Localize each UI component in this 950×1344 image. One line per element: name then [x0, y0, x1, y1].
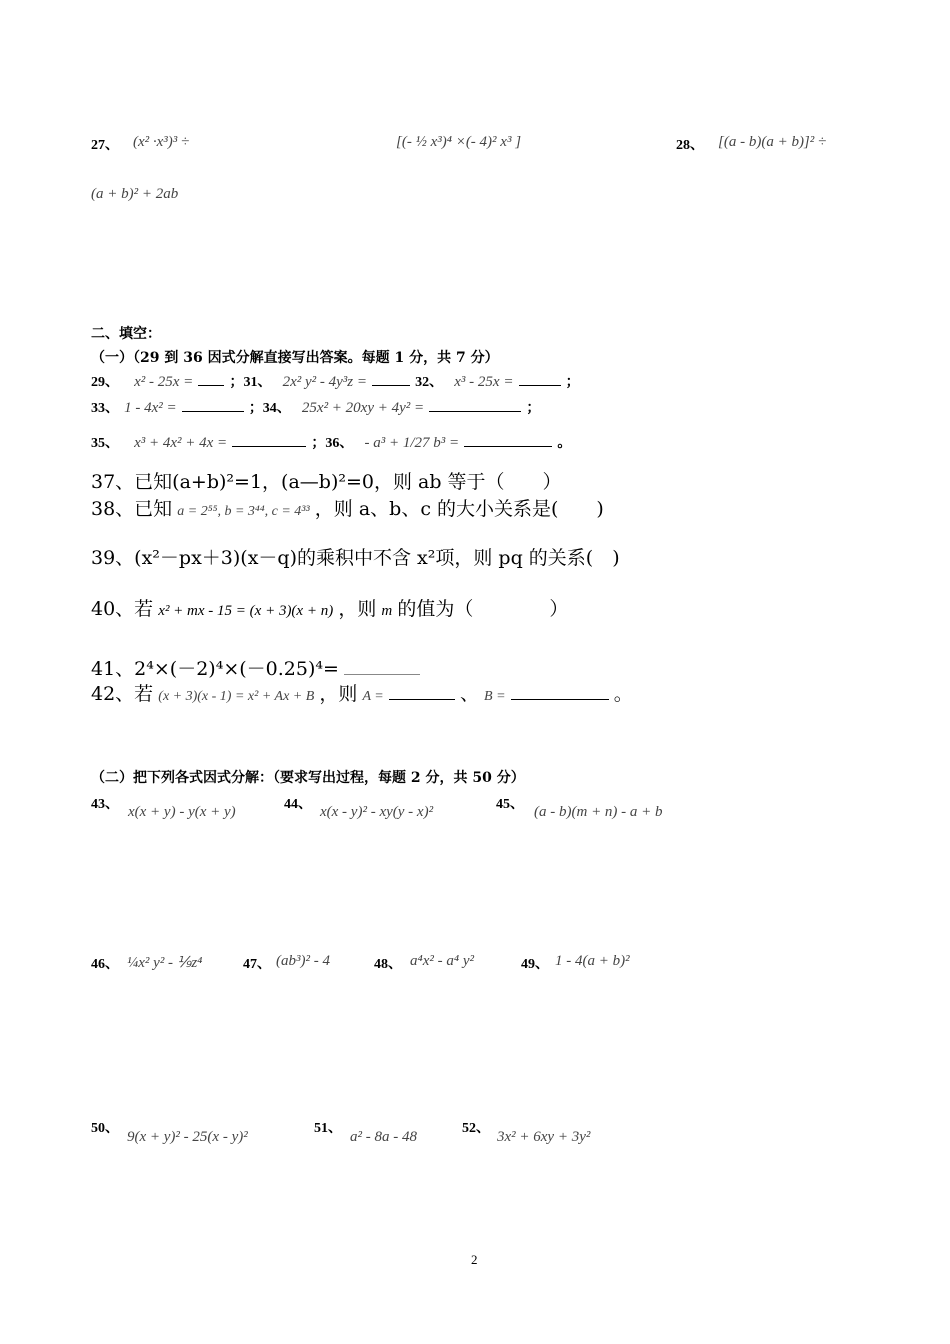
q34-expression: 25x² + 20xy + 4y² = [301, 400, 425, 416]
period: 。 [557, 436, 572, 451]
q38 [91, 494, 604, 521]
q40 [91, 594, 568, 621]
q42-b-answer-blank[interactable] [511, 685, 609, 700]
q31-answer-blank[interactable] [372, 371, 410, 386]
q34-number: ；34、 [248, 401, 291, 416]
q28-number: 28、 [676, 138, 704, 153]
q32-answer-blank[interactable] [519, 371, 561, 386]
q40-suffix: 的值为（ ） [397, 598, 569, 620]
q35-expression: x³ + 4x² + 4x = [134, 435, 228, 451]
q50-expression: 9(x + y)² - 25(x - y)² [127, 1129, 248, 1145]
q42-a-answer-blank[interactable] [389, 685, 455, 700]
row-35-36 [91, 432, 571, 452]
q48-expression: a⁴x² - a⁴ y² [410, 953, 474, 969]
q28-expression-part2: (a + b)² + 2ab [91, 186, 179, 202]
q33-answer-blank[interactable] [182, 397, 244, 412]
q32-expression: x³ - 25x = [454, 374, 514, 390]
part1-title: （一）（29 到 36 因式分解直接写出答案。每题 1 分，共 7 分） [91, 350, 499, 366]
q42-middle: ，则 [319, 683, 358, 705]
row-33-34 [91, 397, 540, 417]
q47-expression: (ab³)² - 4 [276, 953, 330, 969]
q40-prefix: 40、若 [91, 598, 154, 620]
q29-number: 29、 [91, 375, 119, 390]
q42-separator: 、 [459, 683, 479, 705]
q42-prefix: 42、若 [91, 683, 154, 705]
q31-number: ；31、 [229, 375, 272, 390]
q39: 39、(x²－px＋3)(x－q)的乘积中不含 x²项，则 pq 的关系( ) [91, 547, 620, 569]
q27-number: 27、 [91, 138, 119, 153]
section-title: 二、填空： [91, 326, 161, 342]
q48-number: 48、 [374, 957, 402, 972]
q51-number: 51、 [314, 1121, 342, 1136]
page-number: 2 [471, 1252, 478, 1267]
q42-a-label: A = [362, 689, 384, 704]
q47-number: 47、 [243, 957, 271, 972]
row-29-32 [91, 371, 580, 391]
q45-expression: (a - b)(m + n) - a + b [534, 804, 663, 820]
part2-title: （二）把下列各式因式分解：（要求写出过程，每题 2 分，共 50 分） [91, 770, 525, 786]
q32-number: 32、 [415, 375, 444, 390]
q40-variable: m [381, 603, 393, 619]
q33-number: 33、 [91, 401, 119, 416]
q49-expression: 1 - 4(a + b)² [555, 953, 630, 969]
q31-expression: 2x² y² - 4y³z = [282, 374, 367, 390]
q41-answer-blank[interactable] [344, 660, 420, 675]
q35-answer-blank[interactable] [232, 432, 306, 447]
q37: 37、已知(a+b)²=1，(a—b)²=0，则 ab 等于（ ） [91, 471, 562, 493]
q38-expression: a = 2⁵⁵, b = 3⁴⁴, c = 4³³ [177, 504, 310, 519]
q36-number: ；36、 [311, 436, 354, 451]
q35-number: 35、 [91, 436, 119, 451]
q42-expression: (x + 3)(x - 1) = x² + Ax + B [158, 689, 315, 704]
q40-middle: ，则 [338, 598, 377, 620]
q33-expression: 1 - 4x² = [124, 400, 177, 416]
q43-expression: x(x + y) - y(x + y) [128, 804, 236, 820]
q44-expression: x(x - y)² - xy(y - x)² [320, 804, 434, 820]
q46-expression: ¼x² y² - ⅑z⁴ [127, 955, 203, 971]
q51-expression: a² - 8a - 48 [350, 1129, 417, 1145]
q36-expression: - a³ + 1/27 b³ = [364, 435, 460, 451]
q52-expression: 3x² + 6xy + 3y² [497, 1129, 591, 1145]
q45-number: 45、 [496, 797, 524, 812]
q27-expression-part1: (x² ·x³)³ ÷ [133, 134, 190, 150]
q27-expression-part2: [(- ½ x³)⁴ ×(- 4)² x³ ] [396, 134, 522, 150]
q43-number: 43、 [91, 797, 119, 812]
q42 [91, 679, 633, 706]
q50-number: 50、 [91, 1121, 119, 1136]
semicolon: ； [565, 375, 580, 390]
period: 。 [613, 683, 633, 705]
semicolon: ； [526, 401, 541, 416]
q42-b-label: B = [484, 689, 506, 704]
q36-answer-blank[interactable] [464, 432, 552, 447]
q52-number: 52、 [462, 1121, 490, 1136]
q38-prefix: 38、已知 [91, 498, 173, 520]
q29-expression: x² - 25x = [134, 374, 194, 390]
q41 [91, 654, 420, 681]
q38-suffix: ，则 a、b、c 的大小关系是( ) [314, 498, 604, 520]
q34-answer-blank[interactable] [429, 397, 521, 412]
q46-number: 46、 [91, 957, 119, 972]
q44-number: 44、 [284, 797, 312, 812]
q28-expression-part1: [(a - b)(a + b)]² ÷ [718, 134, 827, 150]
q40-expression: x² + mx - 15 = (x + 3)(x + n) [158, 603, 334, 619]
q49-number: 49、 [521, 957, 549, 972]
q41-text: 41、2⁴×(－2)⁴×(－0.25)⁴= [91, 658, 339, 680]
q29-answer-blank[interactable] [198, 371, 224, 386]
